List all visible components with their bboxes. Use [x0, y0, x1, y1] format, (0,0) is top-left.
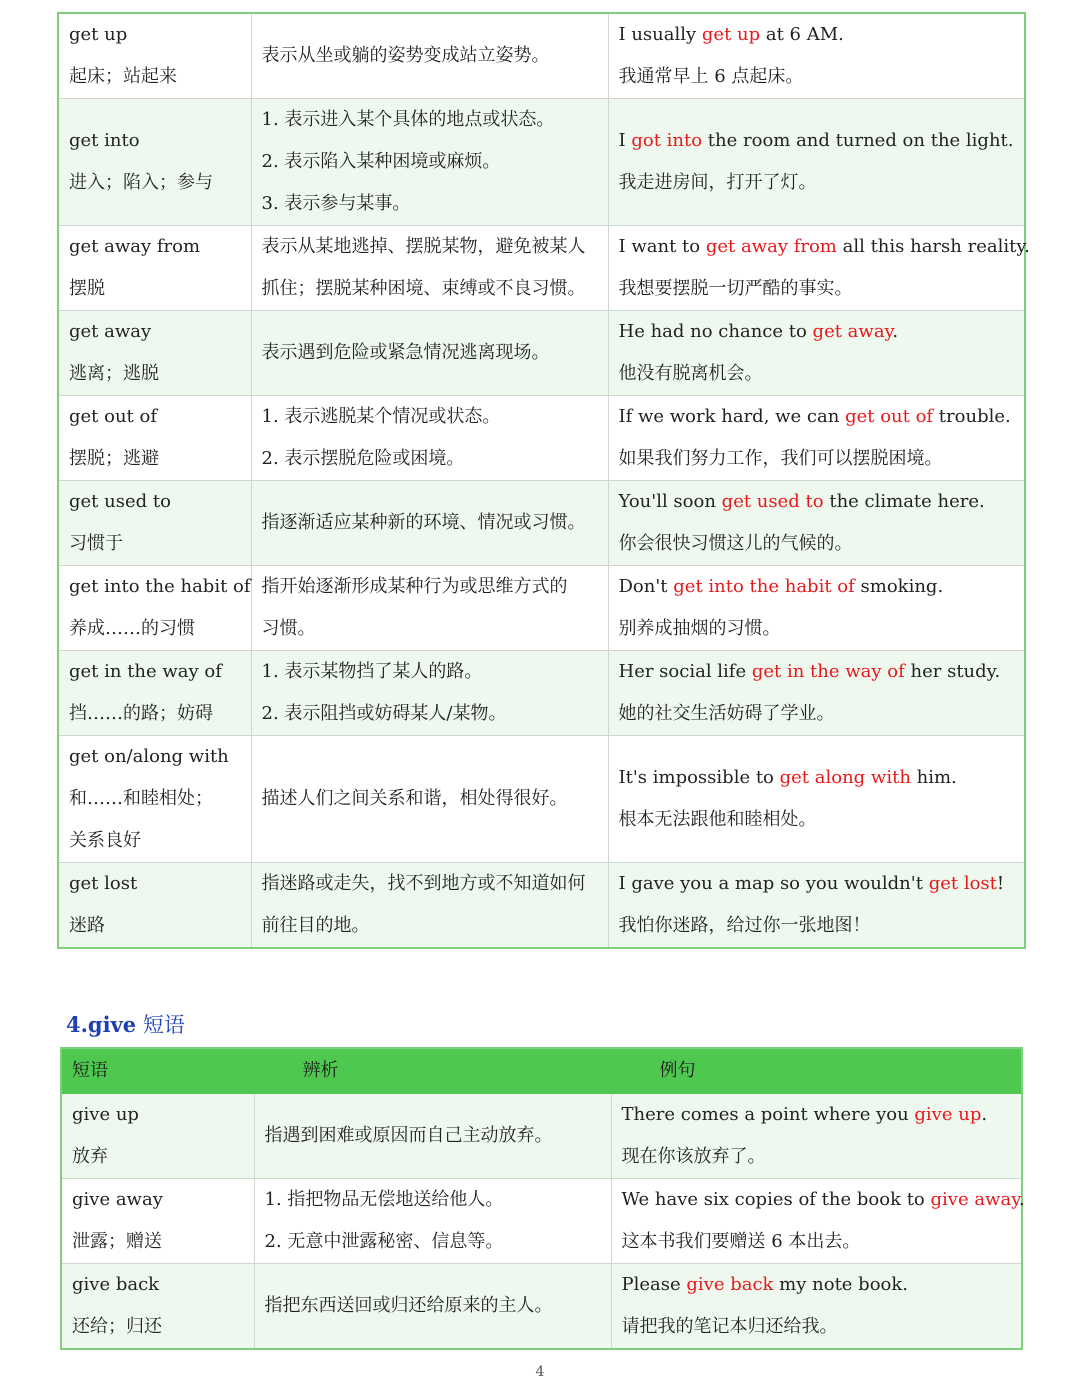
analysis-cell: [251, 651, 608, 736]
analysis-line: 2. 无意中泄露秘密、信息等。: [264, 1231, 504, 1252]
table-row: [58, 311, 1025, 396]
analysis-line: 指逐渐适应某种新的环境、情况或习惯。: [261, 512, 586, 533]
example-chinese: 你会很快习惯这儿的气候的。: [618, 533, 853, 554]
phrase-text: get used to: [69, 491, 171, 512]
analysis-cell: [251, 481, 608, 566]
analysis-cell: [251, 566, 608, 651]
section-number: 4.give: [66, 1012, 137, 1037]
example-chinese: 他没有脱离机会。: [618, 363, 763, 384]
example-english: [622, 1264, 1012, 1306]
analysis-cell: [254, 1264, 611, 1350]
example-text: If we work hard, we can: [618, 406, 846, 427]
analysis-line: 表示从坐或躺的姿势变成站立姿势。: [261, 45, 550, 66]
meaning-text: 关系良好: [69, 830, 141, 851]
analysis-cell: [251, 396, 608, 481]
phrase-cell: [58, 311, 251, 396]
analysis-line: 抓住；摆脱某种困境、束缚或不良习惯。: [261, 278, 586, 299]
example-text: all this harsh reality.: [836, 236, 1030, 257]
example-chinese: 根本无法跟他和睦相处。: [618, 809, 817, 830]
example-text: I usually: [618, 24, 702, 45]
example-text: There comes a point where you: [621, 1104, 915, 1125]
table-header-row: [61, 1048, 1022, 1094]
example-english: [619, 566, 1015, 608]
example-cell: [608, 13, 1025, 99]
example-chinese: 我想要摆脱一切严酷的事实。: [618, 278, 853, 299]
table-row: [58, 226, 1025, 311]
example-text: Her social life: [618, 661, 752, 682]
header-phrase: 短语: [61, 1048, 254, 1094]
meaning-text: 泄露；赠送: [72, 1231, 162, 1252]
phrase-cell: [58, 566, 251, 651]
highlighted-phrase: give back: [686, 1274, 774, 1295]
example-cell: [608, 863, 1025, 949]
phrase-cell: [61, 1264, 254, 1350]
phrase-text: get into the habit of: [69, 576, 251, 597]
example-text: her study.: [904, 661, 1001, 682]
example-english: [619, 396, 1015, 438]
phrase-text: get up: [69, 24, 128, 45]
analysis-cell: [251, 863, 608, 949]
example-text: It's impossible to: [618, 767, 780, 788]
phrase-cell: [58, 736, 251, 863]
example-cell: [611, 1264, 1022, 1350]
example-text: at 6 AM.: [760, 24, 844, 45]
highlighted-phrase: get in the way of: [751, 661, 905, 682]
example-english: [619, 311, 1015, 353]
example-chinese: 这本书我们要赠送 6 本出去。: [621, 1231, 861, 1252]
phrase-cell: [58, 396, 251, 481]
example-cell: [611, 1179, 1025, 1264]
example-chinese: 请把我的笔记本归还给我。: [621, 1316, 838, 1337]
example-chinese: 我通常早上 6 点起床。: [618, 66, 804, 87]
analysis-line: 2. 表示阻挡或妨碍某人/某物。: [261, 703, 507, 724]
phrase-text: get in the way of: [69, 661, 222, 682]
example-text: I gave you a map so you wouldn't: [618, 873, 929, 894]
meaning-text: 起床；站起来: [69, 66, 177, 87]
phrase-text: get out of: [69, 406, 158, 427]
meaning-text: 摆脱；逃避: [69, 448, 159, 469]
highlighted-phrase: give away: [930, 1189, 1019, 1210]
table-row: [58, 99, 1025, 226]
example-cell: [608, 736, 1025, 863]
phrase-cell: [58, 863, 251, 949]
table-row: [58, 13, 1025, 99]
analysis-line: 2. 表示陷入某种困境或麻烦。: [261, 151, 501, 172]
example-text: trouble.: [933, 406, 1011, 427]
analysis-line: 指遇到困难或原因而自己主动放弃。: [264, 1125, 553, 1146]
phrase-cell: [58, 99, 251, 226]
analysis-line: 描述人们之间关系和谐，相处得很好。: [261, 788, 568, 809]
example-english: [619, 120, 1015, 162]
analysis-line: 表示遇到危险或紧急情况逃离现场。: [261, 342, 550, 363]
table-row: [58, 481, 1025, 566]
highlighted-phrase: get away from: [705, 236, 837, 257]
analysis-line: 1. 表示进入某个具体的地点或状态。: [261, 109, 555, 130]
example-english: [619, 481, 1015, 523]
analysis-line: 习惯。: [261, 618, 316, 639]
analysis-cell: [251, 99, 608, 226]
example-text: He had no chance to: [618, 321, 813, 342]
highlighted-phrase: give up: [914, 1104, 982, 1125]
example-english: [622, 1094, 1012, 1136]
example-cell: [608, 651, 1025, 736]
analysis-cell: [254, 1179, 611, 1264]
example-chinese: 我怕你迷路，给过你一张地图！: [618, 915, 871, 936]
phrase-cell: [58, 13, 251, 99]
example-english: [621, 1179, 1025, 1221]
give-phrases-table: [60, 1047, 1023, 1350]
meaning-text: 摆脱: [69, 278, 105, 299]
meaning-text: 和……和睦相处；: [69, 788, 213, 809]
analysis-cell: [251, 226, 608, 311]
example-text: Please: [621, 1274, 687, 1295]
example-chinese: 现在你该放弃了。: [621, 1146, 766, 1167]
example-text: .: [892, 321, 899, 342]
phrase-text: give away: [72, 1189, 163, 1210]
highlighted-phrase: get lost: [928, 873, 997, 894]
header-example: 例句: [611, 1048, 1022, 1094]
meaning-text: 迷路: [69, 915, 105, 936]
example-chinese: 我走进房间，打开了灯。: [618, 172, 817, 193]
highlighted-phrase: get into the habit of: [673, 576, 855, 597]
example-cell: [611, 1094, 1022, 1179]
phrase-text: give up: [72, 1104, 139, 1125]
analysis-line: 前往目的地。: [261, 915, 370, 936]
example-text: Don't: [618, 576, 674, 597]
example-english: [619, 14, 1015, 56]
meaning-text: 还给；归还: [72, 1316, 162, 1337]
analysis-line: 3. 表示参与某事。: [261, 193, 411, 214]
analysis-line: 2. 表示摆脱危险或困境。: [261, 448, 465, 469]
example-cell: [608, 311, 1025, 396]
example-cell: [608, 396, 1025, 481]
phrase-cell: [58, 651, 251, 736]
phrase-text: get on/along with: [69, 746, 229, 767]
phrase-cell: [61, 1094, 254, 1179]
analysis-cell: [251, 311, 608, 396]
example-english: [619, 757, 1015, 799]
phrase-cell: [58, 226, 251, 311]
phrase-text: get away from: [69, 236, 201, 257]
example-chinese: 如果我们努力工作，我们可以摆脱困境。: [618, 448, 943, 469]
example-cell: [608, 99, 1025, 226]
phrase-cell: [58, 481, 251, 566]
section-heading: [66, 1010, 185, 1040]
analysis-line: 1. 指把物品无偿地送给他人。: [264, 1189, 504, 1210]
example-text: him.: [910, 767, 957, 788]
highlighted-phrase: got into: [631, 130, 703, 151]
table-row: [61, 1264, 1022, 1350]
example-cell: [608, 566, 1025, 651]
table-row: [58, 863, 1025, 949]
highlighted-phrase: get up: [701, 24, 761, 45]
example-english: [619, 651, 1015, 693]
analysis-line: 指开始逐渐形成某种行为或思维方式的: [261, 576, 568, 597]
example-english: [618, 226, 1030, 268]
analysis-cell: [251, 736, 608, 863]
table-row: [61, 1094, 1022, 1179]
table-row: [61, 1179, 1022, 1264]
phrase-text: give back: [72, 1274, 160, 1295]
example-text: my note book.: [773, 1274, 908, 1295]
section-title: 短语: [136, 1013, 185, 1037]
meaning-text: 习惯于: [69, 533, 123, 554]
phrase-text: get away: [69, 321, 152, 342]
example-english: [619, 863, 1015, 905]
meaning-text: 养成……的习惯: [69, 618, 195, 639]
analysis-line: 表示从某地逃掉、摆脱某物，避免被某人: [261, 236, 586, 257]
example-text: the room and turned on the light.: [702, 130, 1014, 151]
example-text: !: [996, 873, 1005, 894]
analysis-line: 指迷路或走失，找不到地方或不知道如何: [261, 873, 586, 894]
example-text: We have six copies of the book to: [621, 1189, 931, 1210]
example-text: I: [618, 130, 632, 151]
example-cell: [608, 481, 1025, 566]
phrase-text: get lost: [69, 873, 138, 894]
highlighted-phrase: get away: [812, 321, 893, 342]
table-row: [58, 651, 1025, 736]
example-chinese: 她的社交生活妨碍了学业。: [618, 703, 835, 724]
example-text: smoking.: [854, 576, 944, 597]
page-number: 4: [535, 1364, 545, 1380]
example-text: You'll soon: [618, 491, 722, 512]
analysis-line: 指把东西送回或归还给原来的主人。: [264, 1295, 553, 1316]
highlighted-phrase: get along with: [779, 767, 911, 788]
analysis-cell: [251, 13, 608, 99]
header-analysis: 辨析: [254, 1048, 611, 1094]
table-row: [58, 736, 1025, 863]
example-cell: [608, 226, 1030, 311]
example-chinese: 别养成抽烟的习惯。: [618, 618, 781, 639]
example-text: the climate here.: [823, 491, 985, 512]
analysis-line: 1. 表示某物挡了某人的路。: [261, 661, 483, 682]
phrase-text: get into: [69, 130, 140, 151]
get-phrases-table: [57, 12, 1030, 949]
analysis-line: 1. 表示逃脱某个情况或状态。: [261, 406, 501, 427]
meaning-text: 逃离；逃脱: [69, 363, 159, 384]
analysis-cell: [254, 1094, 611, 1179]
meaning-text: 挡……的路；妨碍: [69, 703, 213, 724]
highlighted-phrase: get out of: [845, 406, 934, 427]
table-row: [58, 396, 1025, 481]
table-row: [58, 566, 1025, 651]
highlighted-phrase: get used to: [721, 491, 824, 512]
example-text: .: [1018, 1189, 1025, 1210]
meaning-text: 放弃: [72, 1146, 108, 1167]
example-text: .: [981, 1104, 988, 1125]
example-text: I want to: [618, 236, 706, 257]
meaning-text: 进入；陷入；参与: [69, 172, 213, 193]
phrase-cell: [61, 1179, 254, 1264]
